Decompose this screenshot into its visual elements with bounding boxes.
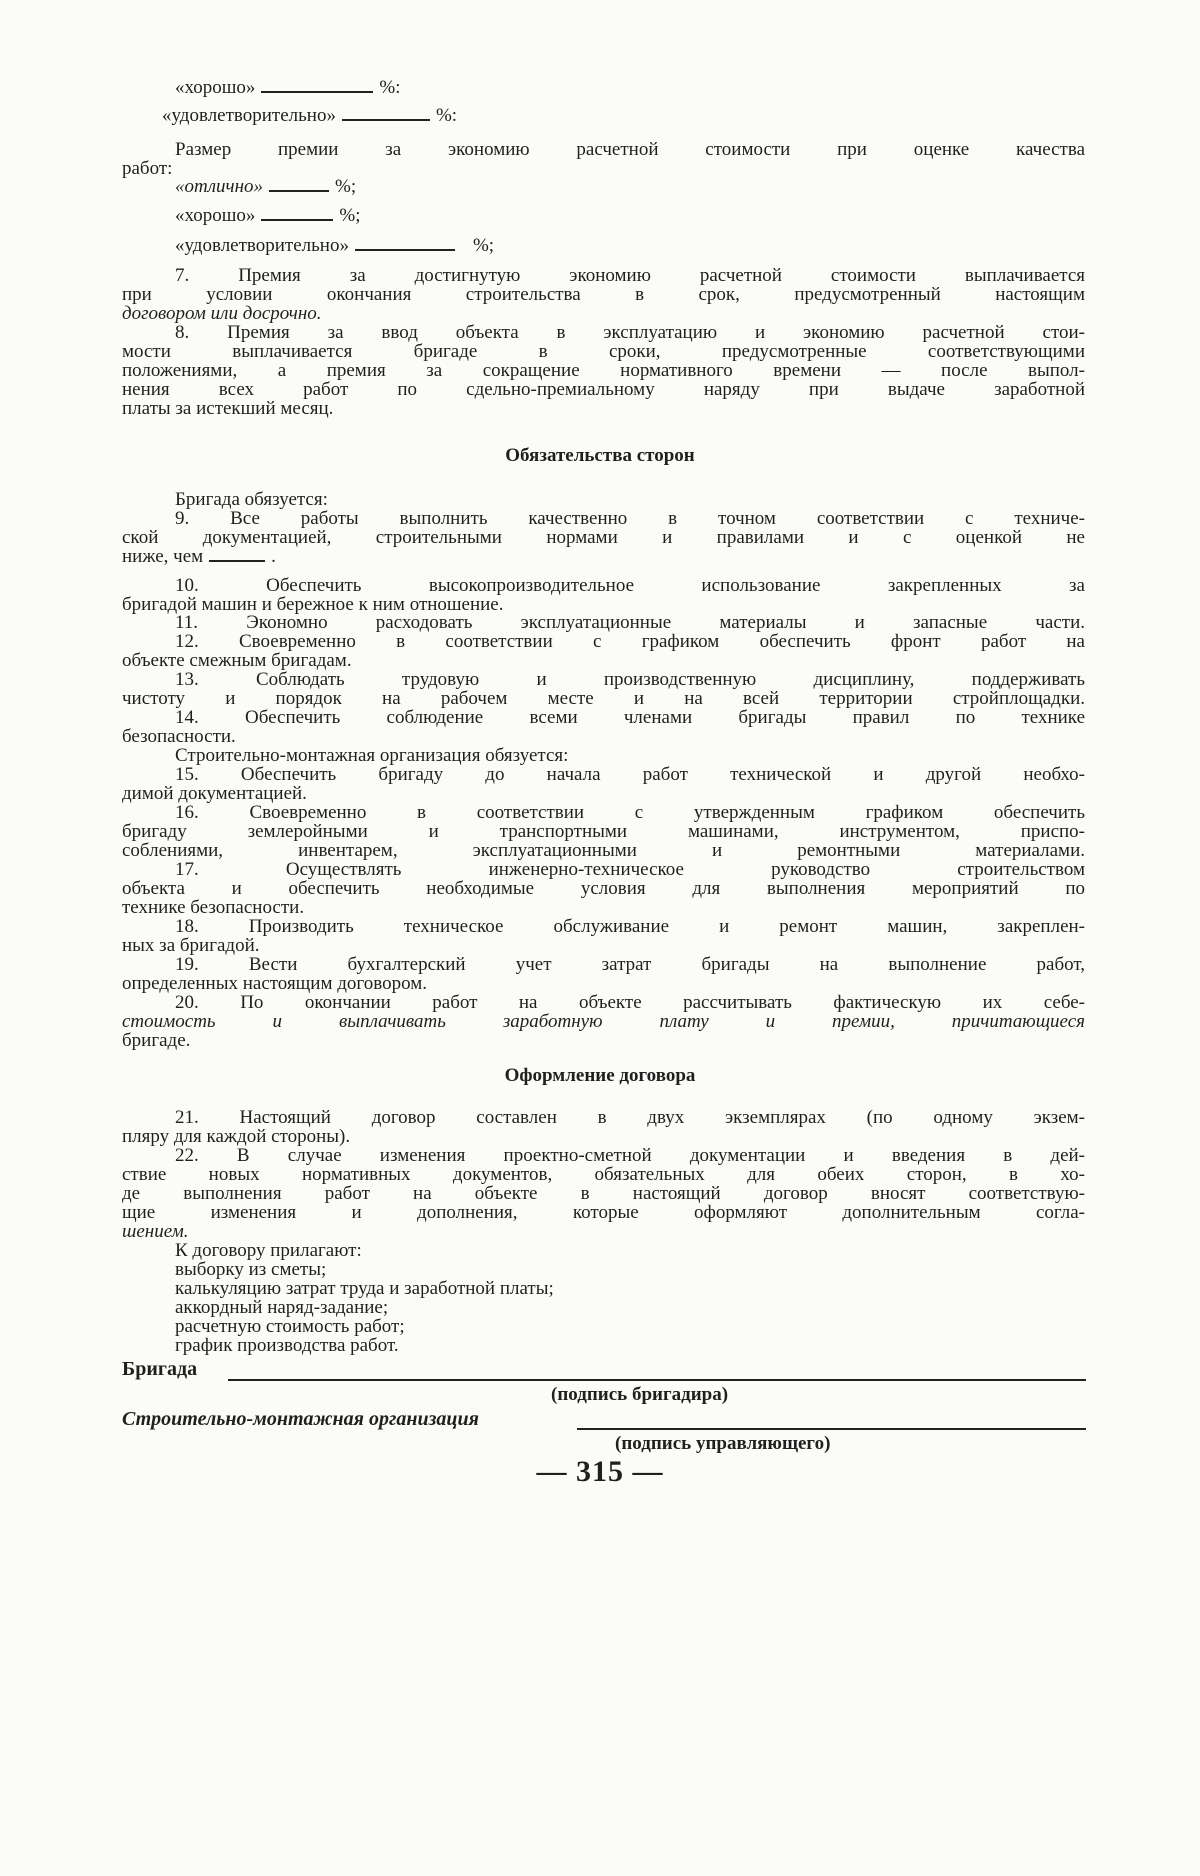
rate-satisfactory-line [162, 105, 1072, 127]
savings-excellent-blank [269, 190, 329, 192]
section-contract-title: Оформление договора [504, 1065, 696, 1086]
savings-satisfactory-unit: %; [472, 235, 495, 256]
savings-satisfactory-label: «удовлетворительно» [175, 235, 349, 256]
p19-line-1: 19. Вести бухгалтерский учет затрат бригады на выполнение работ, [175, 954, 1085, 975]
p9-line-1: 9. Все работы выполнить качественно в точном соответствии с техниче- [175, 508, 1085, 529]
p15-line-1: 15. Обеспечить бригаду до начала работ технической и другой необхо- [175, 764, 1085, 785]
p20-line-1: 20. По окончании работ на объекте рассчитывать фактическую их себе- [175, 992, 1085, 1013]
rate-good-unit: %: [379, 77, 401, 98]
attachment-item: аккордный наряд-задание; [175, 1297, 389, 1318]
p18-line-2: ных за бригадой. [122, 935, 260, 956]
p22-line-4: щие изменения и дополнения, которые оформляют дополнительным согла- [122, 1202, 1085, 1223]
p13-line-1: 13. Соблюдать трудовую и производственную дисциплину, поддерживать [175, 669, 1085, 690]
para8-line-4: нения всех работ по сдельно-премиальному наряду при выдаче заработной [122, 379, 1085, 400]
para8-line-1: 8. Премия за ввод объекта в эксплуатацию и экономию расчетной стои- [175, 322, 1085, 343]
p20-line-2: стоимость и выплачивать заработную плату и премии, причитающиеся [122, 1011, 1085, 1032]
p17-line-3: технике безопасности. [122, 897, 305, 918]
p14-line-1: 14. Обеспечить соблюдение всеми членами бригады правил по технике [175, 707, 1085, 728]
p21-line-2: пляру для каждой стороны). [122, 1126, 351, 1147]
brigade-signature-label: Бригада [122, 1358, 198, 1380]
p11-line: 11. Экономно расходовать эксплуатационные материалы и запасные части. [175, 612, 1085, 633]
page-number: — 315 — [536, 1455, 664, 1488]
p9-line-3: ниже, чем . [122, 546, 276, 567]
para8-line-2: мости выплачивается бригаде в сроки, предусмотренные соответствующими [122, 341, 1085, 362]
savings-intro-2: работ: [122, 158, 173, 179]
p21-line-1: 21. Настоящий договор составлен в двух экземплярах (по одному экзем- [175, 1107, 1085, 1128]
p14-line-2: безопасности. [122, 726, 236, 747]
rate-good-label: «хорошо» [175, 77, 256, 98]
savings-good-line [175, 205, 1085, 227]
p9-line-3-text: ниже, чем [122, 546, 204, 567]
attachment-item: выборку из сметы; [175, 1259, 327, 1280]
p10-line-1: 10. Обеспечить высокопроизводительное использование закрепленных за [175, 575, 1085, 596]
savings-good-label: «хорошо» [175, 205, 256, 226]
savings-excellent-line [175, 176, 1085, 198]
para8-line-5: платы за истекший месяц. [122, 398, 334, 419]
savings-intro-1: Размер премии за экономию расчетной стоимости при оценке качества [175, 139, 1085, 160]
org-signature-caption: (подпись управляющего) [615, 1433, 831, 1454]
p16-line-3: соблениями, инвентарем, эксплуатационными и ремонтными материалами. [122, 840, 1085, 861]
rate-satisfactory-unit: %: [435, 105, 458, 126]
p12-line-1: 12. Своевременно в соответствии с графиком обеспечить фронт работ на [175, 631, 1085, 652]
para7-line-3: договором или досрочно. [122, 303, 322, 324]
p19-line-2: определенных настоящим договором. [122, 973, 427, 994]
brigade-intro: Бригада обязуется: [175, 489, 328, 510]
para7-line-1: 7. Премия за достигнутую экономию расчетной стоимости выплачивается [175, 265, 1085, 286]
savings-good-blank [261, 219, 333, 221]
para7-line-2: при условии окончания строительства в срок, предусмотренный настоящим [122, 284, 1085, 305]
p22-line-1: 22. В случае изменения проектно-сметной документации и введения в дей- [175, 1145, 1085, 1166]
p10-line-2: бригадой машин и бережное к ним отношение. [122, 594, 504, 615]
p22-line-5: шением. [122, 1221, 189, 1242]
savings-satisfactory-blank [355, 249, 455, 251]
savings-satisfactory-line [175, 235, 1085, 257]
org-signature-line[interactable] [577, 1428, 1086, 1430]
p13-line-2: чистоту и порядок на рабочем месте и на всей территории стройплощадки. [122, 688, 1085, 709]
savings-excellent-label: «отлично» [175, 176, 263, 197]
rate-satisfactory-blank [342, 119, 430, 121]
brigade-signature-line[interactable] [228, 1379, 1086, 1381]
savings-good-unit: %; [339, 205, 361, 226]
brigade-signature-caption: (подпись бригадира) [551, 1384, 729, 1405]
savings-excellent-unit: %; [335, 176, 357, 197]
p9-blank [209, 560, 265, 562]
p22-line-2: ствие новых нормативных документов, обязательных для обеих сторон, в хо- [122, 1164, 1085, 1185]
rate-good-blank [261, 91, 373, 93]
p15-line-2: димой документацией. [122, 783, 307, 804]
p16-line-1: 16. Своевременно в соответствии с утвержденным графиком обеспечить [175, 802, 1085, 823]
para8-line-3: положениями, а премия за сокращение нормативного времени — после выпол- [122, 360, 1085, 381]
p17-line-1: 17. Осуществлять инженерно-техническое руководство строительством [175, 859, 1085, 880]
attach-intro: К договору прилагают: [175, 1240, 362, 1261]
p16-line-2: бригаду землеройными и транспортными машинами, инструментом, приспо- [122, 821, 1085, 842]
p20-line-3: бригаде. [122, 1030, 191, 1051]
org-signature-label: Строительно-монтажная организация [122, 1408, 479, 1430]
rate-satisfactory-label: «удовлетворительно» [162, 105, 336, 126]
attachment-item: график производства работ. [175, 1335, 399, 1356]
p9-line-2: ской документацией, строительными нормами и правилами и с оценкой не [122, 527, 1085, 548]
rate-good-line [175, 77, 1085, 99]
p18-line-1: 18. Производить техническое обслуживание и ремонт машин, закреплен- [175, 916, 1085, 937]
attachment-item: калькуляцию затрат труда и заработной платы; [175, 1278, 554, 1299]
p17-line-2: объекта и обеспечить необходимые условия для выполнения мероприятий по [122, 878, 1085, 899]
p12-line-2: объекте смежным бригадам. [122, 650, 352, 671]
section-obligations-title: Обязательства сторон [505, 445, 695, 466]
attachment-item: расчетную стоимость работ; [175, 1316, 405, 1337]
p22-line-3: де выполнения работ на объекте в настоящий договор вносят соответствую- [122, 1183, 1085, 1204]
org-intro: Строительно-монтажная организация обязуется: [175, 745, 569, 766]
